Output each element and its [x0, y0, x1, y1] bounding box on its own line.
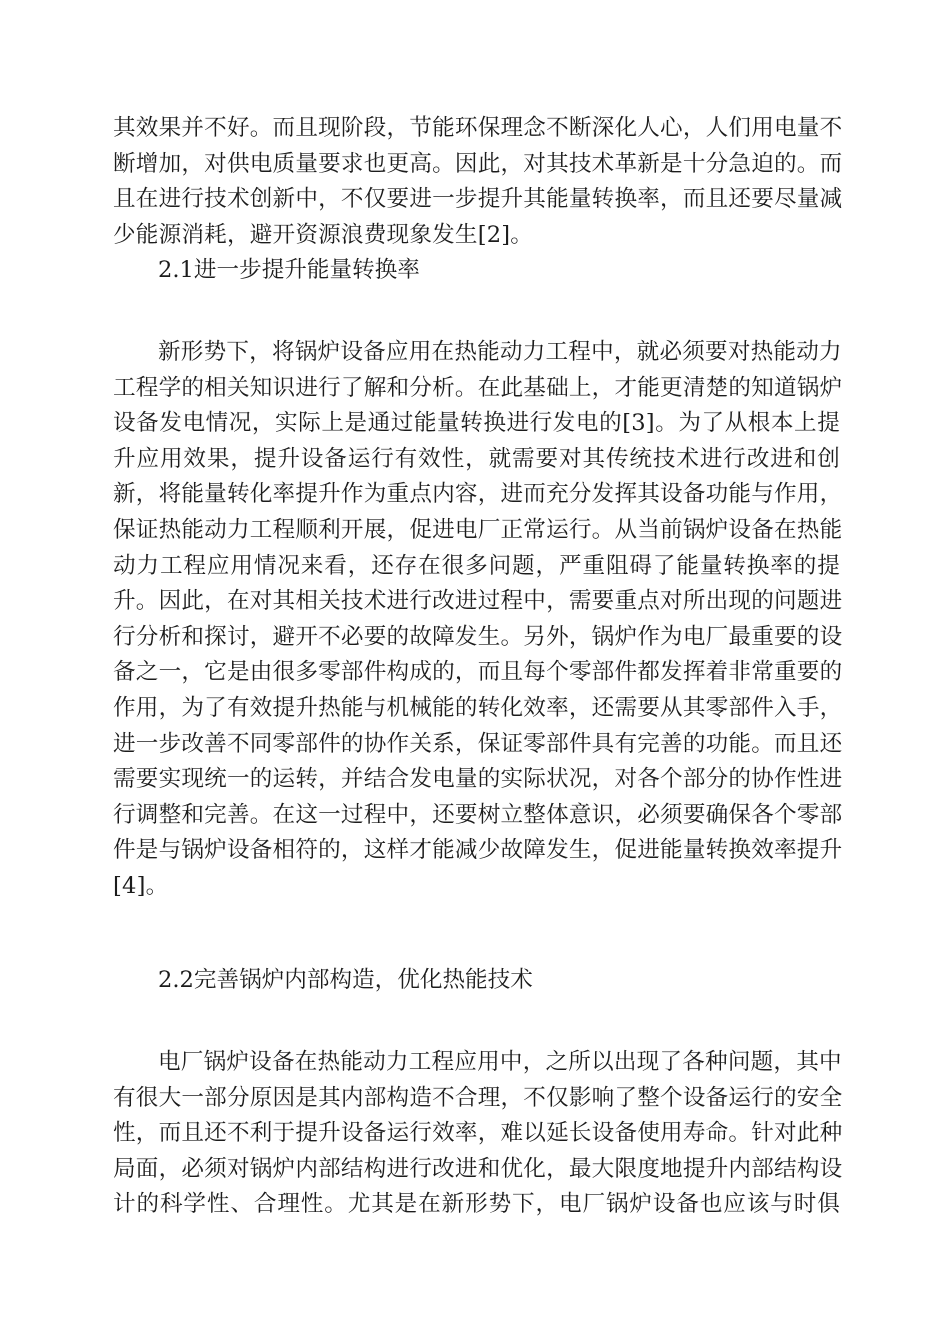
paragraph-line: 升。因此，在对其相关技术进行改进过程中，需要重点对所出现的问题进 — [113, 588, 843, 615]
section-heading-2-2: 2.2完善锅炉内部构造，优化热能技术 — [158, 967, 533, 993]
paragraph-line: 局面，必须对锅炉内部结构进行改进和优化，最大限度地提升内部结构设 — [113, 1155, 843, 1182]
paragraph-1 — [113, 111, 843, 253]
paragraph-line: [4]。 — [113, 872, 169, 899]
paragraph-line: 新形势下，将锅炉设备应用在热能动力工程中，就必须要对热能动力 — [158, 339, 842, 365]
paragraph-line: 且在进行技术创新中，不仅要进一步提升其能量转换率，而且还要尽量减 — [113, 186, 843, 213]
paragraph-line: 断增加，对供电质量要求也更高。因此，对其技术革新是十分急迫的。而 — [113, 150, 843, 177]
paragraph-line: 电厂锅炉设备在热能动力工程应用中，之所以出现了各种问题，其中 — [158, 1049, 842, 1075]
paragraph-line: 有很大一部分原因是其内部构造不合理，不仅影响了整个设备运行的安全 — [113, 1084, 843, 1111]
paragraph-line: 计的科学性、合理性。尤其是在新形势下，电厂锅炉设备也应该与时俱 — [113, 1191, 840, 1218]
paragraph-line: 备之一，它是由很多零部件构成的，而且每个零部件都发挥着非常重要的 — [113, 659, 843, 686]
section-heading-2-1: 2.1进一步提升能量转换率 — [158, 257, 420, 283]
paragraph-line: 少能源消耗，避开资源浪费现象发生[2]。 — [113, 221, 534, 248]
paragraph-line: 动力工程应用情况来看，还存在很多问题，严重阻碍了能量转换率的提 — [113, 552, 840, 579]
paragraph-line: 工程学的相关知识进行了解和分析。在此基础上，才能更清楚的知道锅炉 — [113, 374, 843, 401]
paragraph-line: 作用，为了有效提升热能与机械能的转化效率，还需要从其零部件入手， — [113, 694, 843, 721]
paragraph-line: 行调整和完善。在这一过程中，还要树立整体意识，必须要确保各个零部 — [113, 801, 843, 828]
paragraph-line: 设备发电情况，实际上是通过能量转换进行发电的[3]。为了从根本上提 — [113, 410, 840, 437]
paragraph-line: 新，将能量转化率提升作为重点内容，进而充分发挥其设备功能与作用， — [113, 481, 843, 508]
paragraph-3 — [113, 1045, 843, 1223]
paragraph-line: 件是与锅炉设备相符的，这样才能减少故障发生，促进能量转换效率提升 — [113, 837, 843, 864]
paragraph-line: 进一步改善不同零部件的协作关系，保证零部件具有完善的功能。而且还 — [113, 730, 843, 757]
paragraph-2 — [113, 335, 843, 905]
paragraph-line: 行分析和探讨，避开不必要的故障发生。另外，锅炉作为电厂最重要的设 — [113, 623, 843, 650]
paragraph-line: 升应用效果，提升设备运行有效性，就需要对其传统技术进行改进和创 — [113, 445, 840, 472]
paragraph-line: 保证热能动力工程顺利开展，促进电厂正常运行。从当前锅炉设备在热能 — [113, 516, 843, 543]
paragraph-line: 其效果并不好。而且现阶段，节能环保理念不断深化人心，人们用电量不 — [113, 115, 843, 141]
paragraph-line: 需要实现统一的运转，并结合发电量的实际状况，对各个部分的协作性进 — [113, 766, 843, 793]
paragraph-line: 性，而且还不利于提升设备运行效率，难以延长设备使用寿命。针对此种 — [113, 1120, 843, 1147]
